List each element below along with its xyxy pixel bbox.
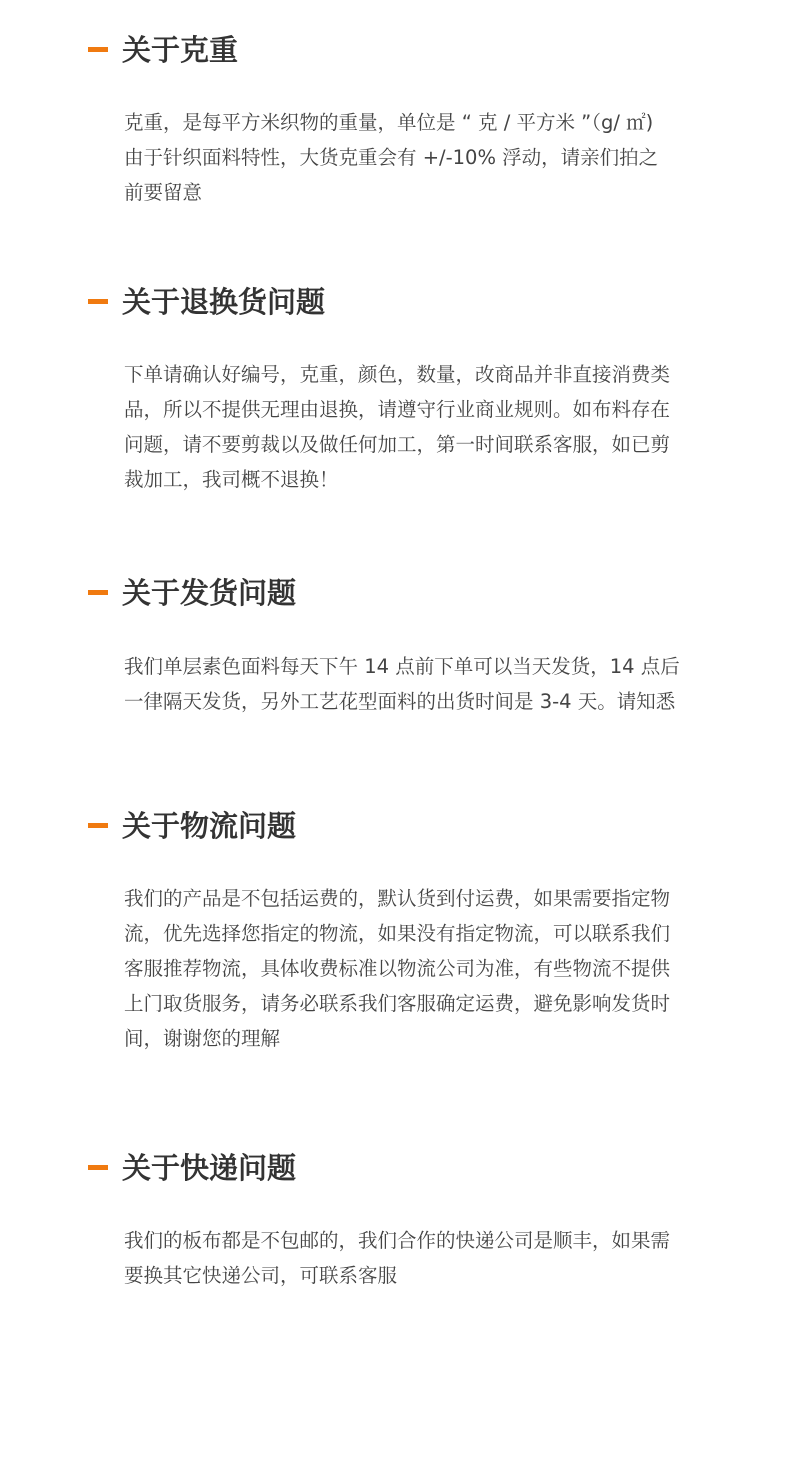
- section-header: [0, 1148, 790, 1188]
- orange-dash-icon: [88, 823, 108, 828]
- orange-dash-icon: [88, 590, 108, 595]
- body-line: 一律隔天发货，另外工艺花型面料的出货时间是 3-4 天。请知悉: [124, 690, 676, 713]
- body-line: 前要留意: [124, 181, 203, 204]
- section-title: 关于物流问题: [122, 809, 297, 843]
- orange-dash-icon: [88, 299, 108, 304]
- body-line: 问题，请不要剪裁以及做任何加工，第一时间联系客服，如已剪: [124, 433, 671, 456]
- orange-dash-icon: [88, 1165, 108, 1170]
- section-body: [124, 357, 694, 497]
- section-title: 关于退换货问题: [122, 285, 326, 319]
- section-body: [124, 1223, 694, 1293]
- body-line: 裁加工，我司概不退换！: [124, 468, 339, 491]
- body-line: 上门取货服务，请务必联系我们客服确定运费，避免影响发货时: [124, 992, 671, 1015]
- body-line: 我们单层素色面料每天下午 14 点前下单可以当天发货，14 点后: [124, 655, 680, 678]
- section-body: [124, 881, 694, 1056]
- body-line: 流，优先选择您指定的物流，如果没有指定物流，可以联系我们: [124, 922, 671, 945]
- body-line: 克重，是每平方米织物的重量，单位是 “ 克 / 平方米 ”（g/ ㎡): [124, 111, 654, 134]
- section-body: [124, 105, 694, 210]
- orange-dash-icon: [88, 47, 108, 52]
- section-body: [124, 649, 694, 719]
- body-line: 下单请确认好编号，克重，颜色，数量，改商品并非直接消费类: [124, 363, 671, 386]
- body-line: 要换其它快递公司，可联系客服: [124, 1264, 398, 1287]
- body-line: 品，所以不提供无理由退换，请遵守行业商业规则。如布料存在: [124, 398, 671, 421]
- body-line: 我们的板布都是不包邮的，我们合作的快递公司是顺丰，如果需: [124, 1229, 671, 1252]
- body-line: 我们的产品是不包括运费的，默认货到付运费，如果需要指定物: [124, 887, 671, 910]
- body-line: 由于针织面料特性，大货克重会有 +/-10% 浮动，请亲们拍之: [124, 146, 659, 169]
- body-line: 间，谢谢您的理解: [124, 1027, 281, 1050]
- section-header: [0, 573, 790, 613]
- section-title: 关于快递问题: [122, 1151, 297, 1185]
- section-title: 关于克重: [122, 33, 239, 67]
- section-title: 关于发货问题: [122, 576, 297, 610]
- section-header: [0, 282, 790, 322]
- section-header: [0, 30, 790, 70]
- section-header: [0, 806, 790, 846]
- body-line: 客服推荐物流，具体收费标准以物流公司为准，有些物流不提供: [124, 957, 671, 980]
